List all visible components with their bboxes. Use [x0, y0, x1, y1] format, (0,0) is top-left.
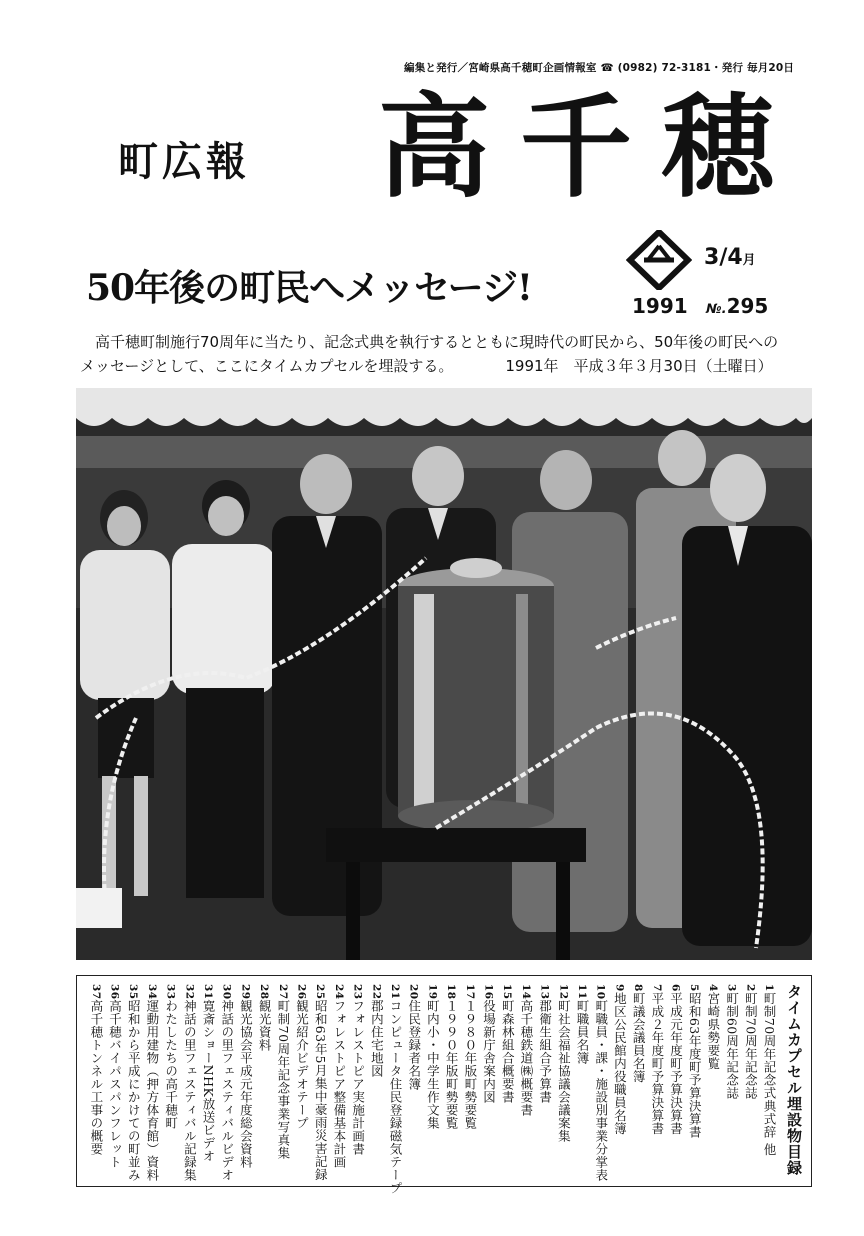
list-item-text: わたしたちの高千穂町	[163, 999, 179, 1130]
list-item	[648, 984, 667, 1135]
list-item	[592, 984, 611, 1182]
list-item-number: 11	[576, 984, 588, 1000]
list-item-number: 10	[594, 984, 607, 1000]
list-item-text: 昭和63年5月集中豪雨災害記録	[313, 999, 329, 1181]
list-item-text: 町社会福祉協議会議案集	[556, 999, 572, 1143]
list-item-number: 37	[89, 984, 102, 1000]
list-item	[367, 984, 386, 1078]
issue-number-prefix: №.	[706, 302, 727, 317]
list-item	[106, 984, 125, 1169]
list-item-text: 平成２年度町予算決算書	[649, 991, 665, 1135]
issue-number	[706, 294, 768, 318]
ceremony-date: 1991年 平成３年３月30日（土曜日）	[505, 357, 773, 375]
list-item	[498, 984, 517, 1104]
list-item-text: 町職員・課・施設別事業分掌表	[593, 999, 609, 1182]
list-item-number: 33	[164, 984, 177, 1000]
list-item-number: 16	[482, 984, 495, 1000]
issue-month-unit: 月	[742, 253, 756, 268]
list-item	[349, 984, 368, 1156]
list-item-text: 神話の里フェスティバル記録集	[182, 999, 198, 1182]
list-item	[685, 984, 704, 1139]
list-item	[330, 984, 349, 1169]
section-name: 町広報	[118, 139, 250, 185]
issue-date	[704, 245, 756, 270]
list-item-number: 17	[463, 984, 476, 1000]
list-item-number: 13	[538, 984, 551, 1000]
list-item-number: 9	[613, 984, 626, 992]
list-item-text: 高千穂バイパスパンフレット	[107, 999, 123, 1169]
ceremony-photo-illustration	[76, 388, 812, 960]
list-item-number: 24	[332, 984, 345, 1000]
list-item-text: フォレストピア実施計画書	[350, 999, 366, 1156]
list-item-text: コンピュータ住民登録磁気テープ	[388, 999, 403, 1195]
list-item-text: 地区公民館内役職員名簿	[612, 991, 628, 1135]
list-item	[442, 984, 461, 1130]
list-item-text: 郡内住宅地図	[369, 999, 385, 1078]
list-item-number: 34	[145, 984, 158, 1000]
list-item-text: 町制70周年記念式典式辞 他	[762, 991, 777, 1157]
list-item-number: 28	[258, 984, 271, 1000]
list-item	[667, 984, 686, 1135]
list-item-number: 14	[519, 984, 532, 1000]
list-item-number: 31	[202, 984, 214, 1000]
list-item-text: 町制60周年記念誌	[724, 991, 740, 1100]
list-item-number: 7	[650, 984, 663, 992]
list-item-number: 22	[370, 984, 383, 1000]
list-item-text: 宮崎県勢要覧	[705, 991, 721, 1070]
list-item	[480, 984, 499, 1104]
list-item-number: 23	[351, 984, 364, 1000]
list-item	[180, 984, 199, 1182]
list-item-text: 町制70周年記念事業写真集	[275, 999, 291, 1160]
list-item-text: 観光資料	[257, 999, 273, 1052]
issue-month-first: 3	[704, 245, 720, 270]
publisher-info: 編集と発行／宮崎県高千穂町企画情報室 ☎ (0982) 72-3181・発行 毎月20日	[404, 62, 795, 74]
list-item-text: 昭和63年度町予算決算書	[687, 991, 703, 1139]
intro-paragraph	[80, 330, 820, 378]
headline: 50年後の町民へメッセージ!	[86, 267, 532, 309]
list-item-text: 寛斎ショーNHK放送ビデオ	[201, 999, 216, 1163]
list-item	[573, 984, 592, 1065]
list-item-number: 35	[127, 984, 140, 1000]
list-item-text: 観光協会平成元年度総会資料	[238, 999, 254, 1169]
issue-month-second: 4	[727, 245, 743, 270]
list-item-text: 昭和から平成にかけての町並み	[126, 999, 142, 1182]
list-item-number: 6	[669, 984, 682, 992]
list-item-text: 運動用建物（押方体育館）資料	[144, 999, 160, 1182]
list-item-text: 郡衛生組合予算書	[537, 999, 553, 1104]
list-item-number: 3	[725, 984, 738, 992]
list-item	[760, 984, 779, 1156]
intro-line-2: メッセージとして、ここにタイムカプセルを埋設する。	[80, 357, 454, 375]
list-item	[536, 984, 555, 1104]
list-item-number: 26	[295, 984, 308, 1000]
intro-line-1: 高千穂町制施行70周年に当たり、記念式典を執行するとともに現時代の町民から、50年後の町民への	[95, 333, 779, 351]
list-item	[405, 984, 424, 1091]
list-item	[723, 984, 742, 1100]
list-item-number: 15	[501, 984, 514, 1000]
list-item-number: 18	[445, 984, 458, 1000]
list-item	[386, 984, 405, 1195]
list-item	[741, 984, 760, 1100]
list-item	[293, 984, 312, 1130]
list-item-number: 36	[108, 984, 121, 1000]
issue-month-slash: /	[719, 245, 728, 270]
list-item-number: 8	[632, 984, 645, 992]
list-item	[236, 984, 255, 1169]
list-item-text: 町内小・中学生作文集	[425, 999, 441, 1130]
list-item-number: 25	[314, 984, 327, 1000]
list-item-text: 観光紹介ビデオテープ	[294, 999, 310, 1130]
list-item-text: １９８０年版町勢要覧	[462, 999, 478, 1130]
list-item-number: 4	[706, 984, 719, 992]
list-item	[311, 984, 330, 1181]
list-item-text: 平成元年度町予算決算書	[668, 991, 684, 1135]
list-title: タイムカプセル埋設物目録	[785, 984, 803, 1176]
list-item-number: 5	[688, 984, 701, 992]
list-item	[218, 984, 237, 1182]
list-item-number: 2	[744, 984, 757, 992]
list-item-text: 高千穂トンネル工事の概要	[88, 999, 104, 1156]
issue-number-value: 295	[726, 294, 769, 318]
list-item	[517, 984, 536, 1117]
issue-year: 1991	[632, 294, 688, 318]
list-item	[629, 984, 648, 1083]
list-item-text: 高千穂鉄道㈱概要書	[518, 999, 534, 1117]
list-item-number: 12	[557, 984, 570, 1000]
list-item-number: 21	[389, 984, 401, 1000]
list-item-text: 神話の里フェスティバルビデオ	[219, 999, 235, 1182]
list-item-text: 役場新庁舎案内図	[481, 999, 497, 1104]
list-item-number: 27	[276, 984, 289, 1000]
list-item	[274, 984, 293, 1160]
list-item	[610, 984, 629, 1135]
newspaper-title: 高千穂	[378, 82, 804, 213]
list-item-text: 町職員名簿	[575, 999, 590, 1065]
ceremony-photo	[76, 388, 812, 960]
list-item-number: 19	[426, 984, 439, 1000]
list-item-text: 町森林組合概要書	[500, 999, 516, 1104]
list-item	[461, 984, 480, 1130]
list-item-number: 29	[239, 984, 252, 1000]
list-item-number: 1	[763, 984, 775, 992]
list-item-number: 32	[183, 984, 196, 1000]
list-item	[704, 984, 723, 1070]
list-item-text: 町制70周年記念誌	[743, 991, 759, 1100]
list-item-number: 20	[407, 984, 420, 1000]
list-item	[124, 984, 143, 1182]
list-item	[423, 984, 442, 1130]
list-item	[199, 984, 218, 1162]
list-item	[87, 984, 106, 1156]
list-item-text: 住民登録者名簿	[406, 999, 422, 1091]
capsule-contents-list	[76, 975, 812, 1195]
list-item	[162, 984, 181, 1130]
list-item-text: １９９０年版町勢要覧	[444, 999, 460, 1130]
list-item-number: 30	[220, 984, 233, 1000]
list-item-text: 町議会議員名簿	[631, 991, 647, 1083]
town-emblem-icon	[626, 230, 692, 290]
list-item	[143, 984, 162, 1182]
list-item-text: フォレストピア整備基本計画	[331, 999, 347, 1169]
list-item	[554, 984, 573, 1143]
list-item	[255, 984, 274, 1052]
